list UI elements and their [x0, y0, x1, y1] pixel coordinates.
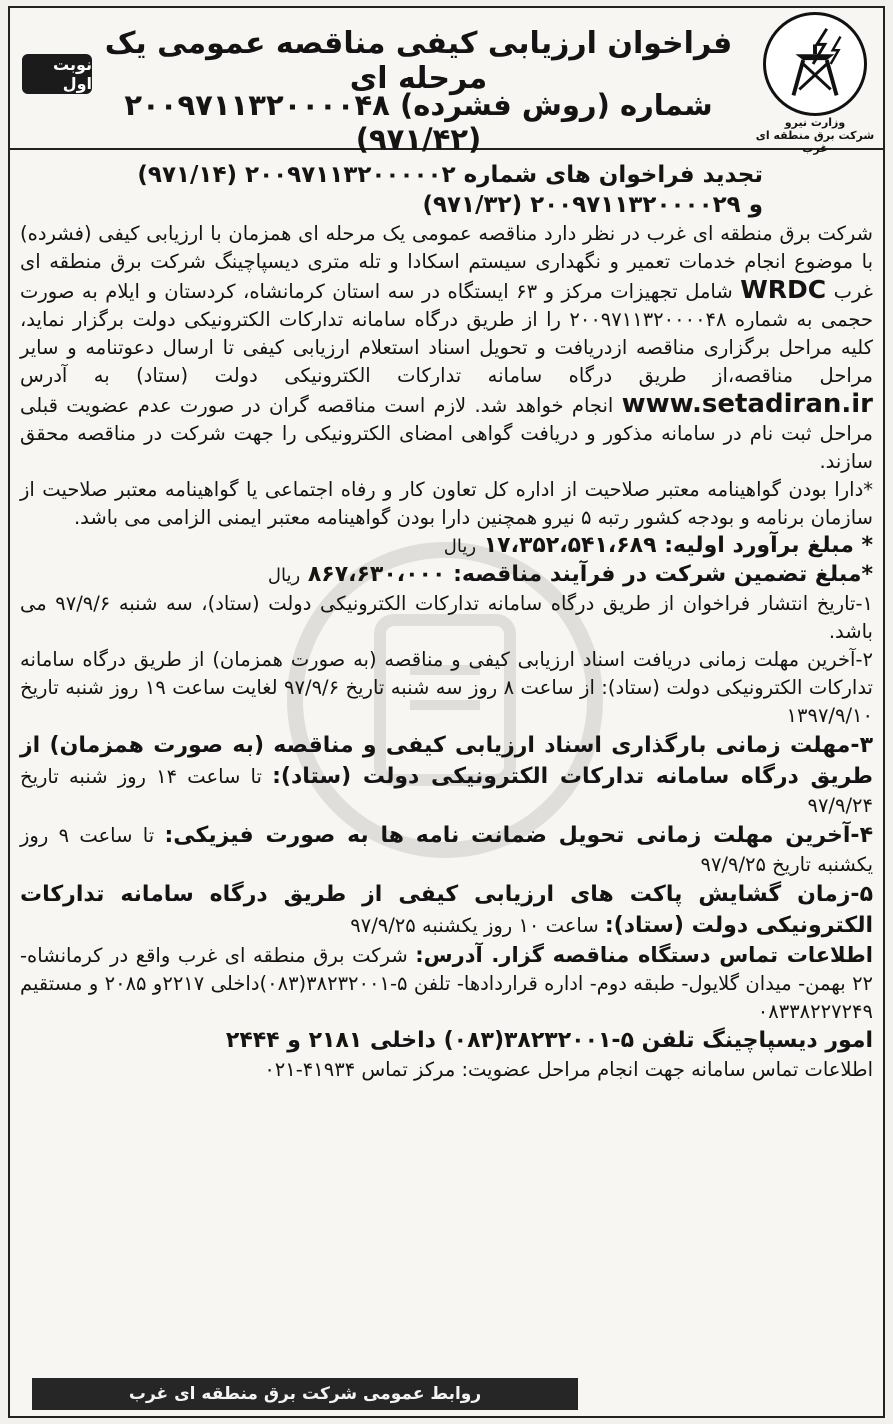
logo-company: شرکت برق منطقه ای غرب [755, 129, 875, 155]
item-5-text: ساعت ۱۰ روز یکشنبه ۹۷/۹/۲۵ [350, 914, 599, 937]
item-4 [20, 820, 873, 879]
intro-part-3: انجام خواهد شد. لازم است مناقصه گران در صورت عدم عضویت قبلی مراحل ثبت نام در سامانه مذکور و دریافت گواهی امضای الکترونیکی را جهت شرکت در مناقصه محقق سازند. [20, 394, 873, 473]
item-3-text: تا ساعت ۱۴ روز شنبه تاریخ ۹۷/۹/۲۴ [20, 765, 873, 817]
company-logo [751, 12, 879, 155]
guarantee-value: ۸۶۷،۶۳۰،۰۰۰ [307, 562, 446, 587]
item-5-label: ۵-زمان گشایش پاکت های ارزیابی کیفی از طریق درگاه سامانه تدارکات الکترونیکی دولت (ستاد): [20, 882, 873, 938]
intro-part-2: شامل تجهیزات مرکز و ۶۳ ایستگاه در سه استان کرمانشاه، کردستان و ایلام به صورت حجمی به شماره ۲۰۰۹۷۱۱۳۲۰۰۰۰۴۸ را از طریق درگاه سامانه تدارکات الکترونیکی دولت برگزار نماید، کلیه مراحل برگزاری مناقصه ازدریافت و تحویل اسناد استعلام ارزیابی کیفی تا ارسال دعوتنامه و سایر مراحل مناقصه،از طریق درگاه سامانه تدارکات الکترونیکی دولت (ستاد) به آدرس [20, 280, 873, 387]
estimate-label: * مبلغ برآورد اولیه: [664, 533, 873, 558]
guarantee-unit: ریال [267, 565, 301, 586]
membership-contact: اطلاعات تماس سامانه جهت انجام مراحل عضویت: مرکز تماس ۴۱۹۳۴-۰۲۱ [264, 1058, 873, 1081]
renewal-heading-2: و ۲۰۰۹۷۱۱۳۲۰۰۰۰۲۹ (۹۷۱/۳۲) [422, 192, 763, 218]
dispatch-contact: امور دیسپاچینگ تلفن ۵-۳۸۲۳۲۰۰۱(۰۸۳) داخلی ۲۱۸۱ و ۲۴۴۴ [225, 1028, 873, 1053]
notice-number: شماره (روش فشرده) ۲۰۰۹۷۱۱۳۲۰۰۰۰۴۸ (۹۷۱/۴۲) [124, 88, 713, 156]
estimate-value: ۱۷،۳۵۲،۵۴۱،۶۸۹ [483, 533, 657, 558]
notice-body [20, 160, 873, 1384]
intro-part-1: شرکت برق منطقه ای غرب در نظر دارد مناقصه عمومی یک مرحله ای همزمان با ارزیابی کیفی (فشرده) با موضوع انجام خدمات تعمیر و نگهداری سیستم اسکادا و تله متری دیسپاچینگ شرکت برق منطقه ای غرب [20, 222, 873, 303]
website-link[interactable]: www.setadiran.ir [621, 389, 873, 419]
item-1: ۱-تاریخ انتشار فراخوان از طریق درگاه سامانه تدارکات الکترونیکی دولت (ستاد)، سه شنبه ۹۷/۹/۶ می باشد. [20, 592, 873, 643]
edition-badge: نوبت اول [22, 54, 92, 94]
item-3 [20, 730, 873, 820]
notice-title: فراخوان ارزیابی کیفی مناقصه عمومی یک مرحله ای [104, 26, 733, 96]
item-2: ۲-آخرین مهلت زمانی دریافت اسناد ارزیابی کیفی و مناقصه (به صورت همزمان) از طریق درگاه سامانه تدارکات الکترونیکی دولت (ستاد): از ساعت ۸ روز سه شنبه تاریخ ۹۷/۹/۶ لغایت ساعت ۱۹ روز شنبه تاریخ ۱۳۹۷/۹/۱۰ [20, 648, 873, 727]
item-4-label: ۴-آخرین مهلت زمانی تحویل ضمانت نامه ها به صورت فیزیکی: [164, 823, 873, 848]
requirement-paragraph: *دارا بودن گواهینامه معتبر صلاحیت از اداره کل تعاون کار و رفاه اجتماعی یا گواهینامه معتبر صلاحیت از سازمان برنامه و بودجه کشور رتبه ۵ نیرو همچنین دارا بودن گواهینامه معتبر ایمنی الزامی می باشد. [20, 478, 873, 529]
contact-address-text: شرکت برق منطقه ای غرب واقع در کرمانشاه- ۲۲ بهمن- میدان گلایول- طبقه دوم- اداره قراردادها- تلفن ۵-۳۸۲۳۲۰۰۱(۰۸۳)داخلی ۲۲۱۷و ۲۰۸۵ و مستقیم ۰۸۳۳۸۲۲۷۲۴۹ [20, 944, 874, 1023]
item-4-text: تا ساعت ۹ روز یکشنبه تاریخ ۹۷/۹/۲۵ [20, 824, 873, 876]
footer-signature: روابط عمومی شرکت برق منطقه ای غرب [32, 1378, 578, 1410]
wrdc-label: WRDC [740, 275, 827, 304]
item-3-label: ۳-مهلت زمانی بارگذاری اسناد ارزیابی کیفی و مناقصه (به صورت همزمان) از طریق درگاه سامانه تدارکات الکترونیکی دولت (ستاد): [20, 733, 873, 789]
logo-ministry: وزارت نیرو [784, 116, 846, 129]
notice-header [8, 6, 885, 156]
tower-lightning-icon [763, 12, 867, 116]
estimate-unit: ریال [443, 536, 477, 557]
estimate-line [20, 532, 873, 561]
guarantee-label: *مبلغ تضمین شرکت در فرآیند مناقصه: [453, 562, 873, 587]
contact-label: اطلاعات تماس دستگاه مناقصه گزار. آدرس: [415, 943, 873, 967]
intro-paragraph [20, 220, 873, 476]
item-5 [20, 879, 873, 941]
renewal-heading-1: تجدید فراخوان های شماره ۲۰۰۹۷۱۱۳۲۰۰۰۰۰۲ (۹۷۱/۱۴) [137, 162, 763, 188]
guarantee-line [20, 561, 873, 590]
contact-address [20, 941, 873, 1026]
